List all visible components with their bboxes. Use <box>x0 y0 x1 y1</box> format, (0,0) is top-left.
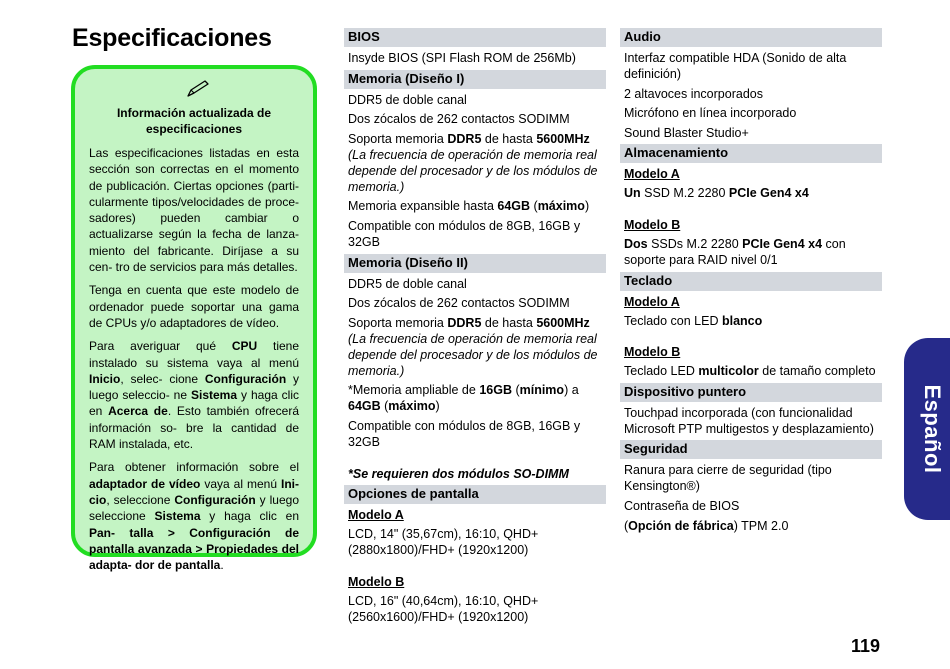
spec-line <box>620 363 882 379</box>
text-run: Touchpad incorporada (con funcionalidad Microsoft PTP multigestos y desplazamiento) <box>624 405 874 436</box>
info-note-box <box>71 65 317 573</box>
text-run: blanco <box>721 313 763 328</box>
text-run: Teclado LED <box>624 364 699 379</box>
section-header: Dispositivo puntero <box>620 383 882 402</box>
spec-line <box>344 198 606 214</box>
text-run: vaya al menú <box>200 476 281 491</box>
text-run: 64GB <box>497 199 531 214</box>
text-run: Pan- talla > Configuración de pantalla avanzada > Propiedades del adapta- dor de pantalla <box>89 525 299 573</box>
spec-line <box>620 86 882 102</box>
text-run: (La frecuencia de operación de memoria real depende del procesador y de los módulos de memoria.) <box>348 331 598 378</box>
spec-line <box>620 518 882 534</box>
spec-line <box>344 131 606 195</box>
text-run: Insyde BIOS (SPI Flash ROM de 256Mb) <box>348 51 576 65</box>
text-run: Inicio <box>89 371 121 386</box>
text-run: (La frecuencia de operación de memoria real depende del procesador y de los módulos de memoria.) <box>348 147 598 194</box>
text-run: DDR5 <box>447 315 482 330</box>
text-run: . Esto también ofrecerá información so- bre la cantidad de RAM instalada, etc. <box>89 404 299 452</box>
text-run: Para averiguar qué <box>89 339 232 354</box>
text-run: DDR5 de doble canal <box>348 92 467 107</box>
text-run: Soporta memoria <box>348 315 448 330</box>
text-run: 2 altavoces incorporados <box>624 86 763 101</box>
spec-line <box>344 92 606 108</box>
section-header: Memoria (Diseño I) <box>344 70 606 89</box>
spec-column-right <box>620 28 882 537</box>
text-run: máximo <box>388 399 436 414</box>
text-run: PCIe Gen4 x4 <box>742 236 823 251</box>
text-run: Compatible con módulos de 8GB, 16GB y 32GB <box>348 218 581 249</box>
model-subheading: Modelo A <box>348 508 404 523</box>
text-run: DDR5 de doble canal <box>348 276 467 291</box>
spec-line <box>344 276 606 292</box>
text-run: Compatible con módulos de 8GB, 16GB y 32GB <box>348 418 581 449</box>
text-run: . <box>220 558 224 573</box>
text-run: adaptador de vídeo <box>89 476 201 491</box>
pencil-icon <box>185 79 211 99</box>
text-run: Sistema <box>154 509 201 524</box>
spec-line <box>620 185 882 201</box>
spec-line <box>344 111 606 127</box>
text-run: Las especificaciones listadas en esta sección son correctas en el momento de publicación. Ciertas opciones (parti- cularmente tipos/velocidades de proce- sadores) pueden cambiar o actualizarse según la fecha de lanza- miento del fabricante. Diríjase a su cen- tro de servicios para más detalles. <box>89 146 299 275</box>
spec-line <box>344 315 606 379</box>
text-run: ) a <box>564 383 579 398</box>
note-paragraph <box>89 282 299 331</box>
model-subheading: Modelo A <box>624 294 680 309</box>
spec-line <box>620 236 882 268</box>
text-run: Soporta memoria <box>348 131 448 146</box>
spacer <box>344 454 606 466</box>
spec-line <box>344 418 606 450</box>
text-run: LCD, 14" (35,67cm), 16:10, QHD+ (2880x1800)/FHD+ (1920x1200) <box>348 527 539 558</box>
text-run: ) <box>584 199 590 214</box>
section-header: Teclado <box>620 272 882 291</box>
text-run: DDR5 <box>447 131 482 146</box>
text-run: Opción de fábrica <box>628 518 734 533</box>
spec-line <box>620 125 882 141</box>
text-run: ( <box>624 518 629 533</box>
section-header: Audio <box>620 28 882 47</box>
text-run: de tamaño completo <box>758 364 876 379</box>
spec-line <box>344 50 606 66</box>
text-run: de hasta <box>481 131 537 146</box>
text-run: SSDs M.2 2280 <box>647 236 743 251</box>
text-run: y haga clic en <box>200 509 299 524</box>
spec-line <box>344 382 606 414</box>
text-run: 16GB <box>479 383 512 398</box>
note-body <box>89 145 299 573</box>
text-run: *Memoria ampliable de <box>348 383 480 398</box>
text-run: Dos zócalos de 262 contactos SODIMM <box>348 296 570 311</box>
spacer <box>620 205 882 217</box>
text-run: ) TPM 2.0 <box>733 518 789 533</box>
text-run: ( <box>511 383 520 398</box>
section-header: BIOS <box>344 28 606 47</box>
text-run: Configuración <box>174 492 256 507</box>
text-run: tiene instalado su sistema vaya al menú <box>89 339 299 370</box>
spec-line <box>344 295 606 311</box>
text-run: LCD, 16" (40,64cm), 16:10, QHD+ (2560x1600)/FHD+ (1920x1200) <box>348 593 539 624</box>
spec-line <box>620 313 882 329</box>
spec-line <box>620 498 882 514</box>
text-run: SSD M.2 2280 <box>640 186 729 201</box>
text-run: Un <box>624 186 641 201</box>
text-run: 64GB <box>348 399 381 414</box>
text-run: Para obtener información sobre el <box>89 460 299 475</box>
spec-line <box>620 405 882 437</box>
text-run: Acerca de <box>108 404 168 419</box>
spec-line <box>344 593 606 625</box>
text-run: mínimo <box>519 383 565 398</box>
spacer <box>344 562 606 574</box>
text-run: ( <box>530 199 538 214</box>
section-header: Seguridad <box>620 440 882 459</box>
text-run: ) <box>435 399 440 414</box>
text-run: con soporte para RAID nivel 0/1 <box>624 236 846 267</box>
text-run: , selec- cione <box>120 371 205 386</box>
language-tab <box>904 338 950 520</box>
text-run: CPU <box>231 339 258 354</box>
text-run: Memoria expansible hasta <box>348 199 498 214</box>
note-title: Información actualizada de especificaciones <box>116 106 272 136</box>
text-run: de hasta <box>481 315 537 330</box>
spec-line <box>620 50 882 82</box>
text-run: Tenga en cuenta que este modelo de ordenador puede soportar una gama de CPUs y/o adaptadores de vídeo. <box>89 283 299 330</box>
spacer <box>620 332 882 344</box>
text-run: PCIe Gen4 x4 <box>728 186 809 201</box>
note-paragraph <box>89 459 299 573</box>
model-subheading: Modelo A <box>624 167 680 182</box>
text-run: Interfaz compatible HDA (Sonido de alta definición) <box>624 51 847 81</box>
text-run: Sistema <box>191 388 238 403</box>
language-tab-label: Español <box>920 384 945 474</box>
page-number: 119 <box>851 636 881 656</box>
spec-line <box>620 105 882 121</box>
text-run: Sound Blaster Studio+ <box>624 125 749 140</box>
text-run: , seleccione <box>106 492 175 507</box>
section-header: Opciones de pantalla <box>344 485 606 504</box>
text-run: ( <box>380 399 389 414</box>
text-run: multicolor <box>698 364 759 379</box>
spec-column-left <box>344 28 606 628</box>
text-run: Micrófono en línea incorporado <box>624 106 797 121</box>
text-run: Contraseña de BIOS <box>624 498 740 513</box>
spec-line <box>344 526 606 558</box>
text-run: Ini- cio <box>89 476 299 507</box>
text-run: 5600MHz <box>536 131 590 146</box>
text-run: y luego seleccione <box>89 492 299 524</box>
text-run: y luego seleccio- ne <box>89 371 299 403</box>
model-subheading: Modelo B <box>624 345 681 360</box>
text-run: Dos <box>624 236 648 251</box>
text-run: 5600MHz <box>536 315 590 330</box>
model-subheading: Modelo B <box>348 574 405 589</box>
text-run: Teclado con LED <box>624 313 722 328</box>
text-run: y haga clic en <box>89 388 299 419</box>
section-header: Almacenamiento <box>620 144 882 163</box>
text-run: Dos zócalos de 262 contactos SODIMM <box>348 112 570 127</box>
model-subheading: Modelo B <box>624 217 681 232</box>
page-title: Especificaciones <box>72 24 272 52</box>
spec-line <box>344 466 606 482</box>
section-header: Memoria (Diseño II) <box>344 254 606 273</box>
spec-line <box>344 218 606 250</box>
spec-line <box>620 462 882 494</box>
text-run: Configuración <box>204 371 287 386</box>
text-run: *Se requieren dos módulos SO-DIMM <box>348 466 569 481</box>
note-paragraph <box>89 145 299 275</box>
text-run: Ranura para cierre de seguridad (tipo Kensington®) <box>624 463 832 494</box>
note-paragraph <box>89 338 299 452</box>
text-run: máximo <box>537 199 585 214</box>
